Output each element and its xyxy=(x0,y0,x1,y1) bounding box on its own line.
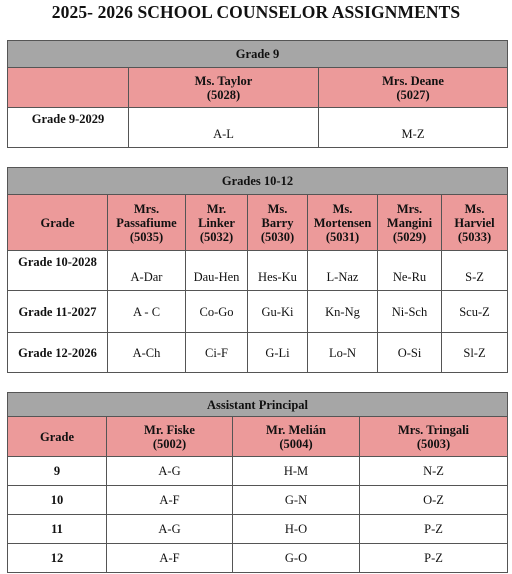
assignment-cell: Lo-N xyxy=(308,333,378,373)
counselor-title: Ms. xyxy=(332,201,353,216)
assignment-cell: L-Naz xyxy=(308,251,378,291)
counselor-name: Mangini xyxy=(386,215,433,230)
assignment-cell: A-F xyxy=(107,544,233,573)
assignment-cell: A-L xyxy=(129,108,319,148)
table-row xyxy=(8,486,508,515)
assignment-cell: Hes-Ku xyxy=(248,251,308,291)
counselor-name: Mrs. Deane xyxy=(382,73,444,88)
counselor-header xyxy=(319,68,508,108)
assignment-cell: A-F xyxy=(107,486,233,515)
assignment-cell: G-Li xyxy=(248,333,308,373)
principal-header xyxy=(233,417,360,457)
row-label: 9 xyxy=(8,457,107,486)
row-label: 11 xyxy=(8,515,107,544)
counselor-header xyxy=(248,195,308,251)
assistant-principal-header: Assistant Principal xyxy=(8,393,508,417)
counselor-name: Mortensen xyxy=(313,215,372,230)
row-label: Grade 11-2027 xyxy=(8,291,108,333)
counselor-header xyxy=(108,195,186,251)
counselor-name: Harviel xyxy=(454,215,495,230)
assignment-cell: Scu-Z xyxy=(442,291,508,333)
table-row xyxy=(8,333,508,373)
assignment-cell: Kn-Ng xyxy=(308,291,378,333)
assignment-cell: N-Z xyxy=(360,457,508,486)
principal-header xyxy=(360,417,508,457)
counselor-ext: (5027) xyxy=(396,87,430,102)
assignment-cell: Co-Go xyxy=(186,291,248,333)
table-row xyxy=(8,457,508,486)
assignment-cell: M-Z xyxy=(319,108,508,148)
principal-name: Mr. Fiske xyxy=(144,422,195,437)
assignment-cell: Ni-Sch xyxy=(378,291,442,333)
table-row xyxy=(8,251,508,291)
assignment-cell: Sl-Z xyxy=(442,333,508,373)
counselor-header xyxy=(442,195,508,251)
row-label: 10 xyxy=(8,486,107,515)
grade9-corner-cell xyxy=(8,68,129,108)
counselor-name: Barry xyxy=(261,215,294,230)
assignment-cell: Dau-Hen xyxy=(186,251,248,291)
assignment-cell: A-G xyxy=(107,515,233,544)
counselor-title: Mrs. xyxy=(396,201,423,216)
assignment-cell: A-G xyxy=(107,457,233,486)
assignment-cell: S-Z xyxy=(442,251,508,291)
row-label: Grade 12-2026 xyxy=(8,333,108,373)
principal-ext: (5003) xyxy=(416,436,451,451)
assignment-cell: P-Z xyxy=(360,544,508,573)
grade-column-header: Grade xyxy=(8,417,107,457)
counselor-title: Mr. xyxy=(206,201,227,216)
counselor-header xyxy=(308,195,378,251)
counselor-ext: (5028) xyxy=(206,87,241,102)
principal-header xyxy=(107,417,233,457)
counselor-title: Ms. xyxy=(267,201,288,216)
assignment-cell: H-M xyxy=(233,457,360,486)
counselor-header xyxy=(186,195,248,251)
grade-column-header: Grade xyxy=(8,195,108,251)
table-row xyxy=(8,544,508,573)
counselor-ext: (5031) xyxy=(325,229,360,244)
assignment-cell: O-Si xyxy=(378,333,442,373)
assignment-cell: P-Z xyxy=(360,515,508,544)
assignment-cell: A - C xyxy=(108,291,186,333)
assignment-cell: Gu-Ki xyxy=(248,291,308,333)
counselor-ext: (5029) xyxy=(392,229,427,244)
counselor-ext: (5035) xyxy=(129,229,164,244)
counselor-name: Passafiume xyxy=(116,215,177,230)
table-row xyxy=(8,515,508,544)
counselor-name: Ms. Taylor xyxy=(194,73,253,88)
counselor-title: Ms. xyxy=(464,201,485,216)
counselor-header xyxy=(378,195,442,251)
assignment-cell: Ne-Ru xyxy=(378,251,442,291)
counselor-header xyxy=(129,68,319,108)
counselor-ext: (5030) xyxy=(260,229,295,244)
principal-ext: (5004) xyxy=(279,436,313,451)
table-row xyxy=(8,108,508,148)
assignment-cell: A-Dar xyxy=(108,251,186,291)
assignment-cell: G-O xyxy=(233,544,360,573)
row-label: 12 xyxy=(8,544,107,573)
counselor-name: Linker xyxy=(198,215,235,230)
assignment-cell: O-Z xyxy=(360,486,508,515)
principal-ext: (5002) xyxy=(152,436,187,451)
grades10-12-header: Grades 10-12 xyxy=(8,168,508,195)
assignment-cell: A-Ch xyxy=(108,333,186,373)
page-title: 2025- 2026 SCHOOL COUNSELOR ASSIGNMENTS xyxy=(51,2,461,22)
counselor-ext: (5033) xyxy=(457,229,492,244)
grade9-table xyxy=(7,40,508,148)
assignment-cell: H-O xyxy=(233,515,360,544)
table-row xyxy=(8,291,508,333)
counselor-ext: (5032) xyxy=(199,229,234,244)
row-label: Grade 10-2028 xyxy=(8,251,108,291)
principal-name: Mrs. Tringali xyxy=(397,422,470,437)
assistant-principal-table xyxy=(7,392,508,573)
row-label: Grade 9-2029 xyxy=(8,108,129,148)
grades10-12-table xyxy=(7,167,508,373)
grade9-header: Grade 9 xyxy=(8,41,508,68)
principal-name: Mr. Melián xyxy=(266,422,326,437)
assignment-cell: G-N xyxy=(233,486,360,515)
counselor-title: Mrs. xyxy=(133,201,160,216)
assignment-cell: Ci-F xyxy=(186,333,248,373)
